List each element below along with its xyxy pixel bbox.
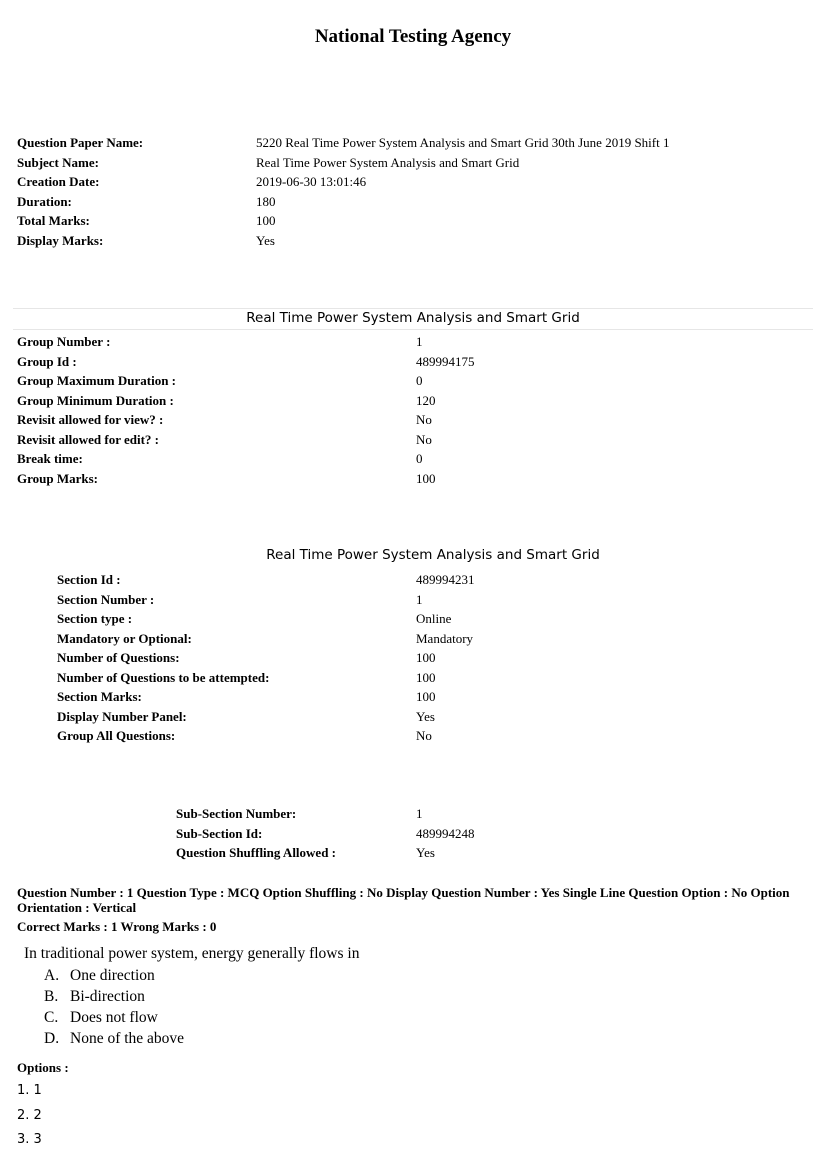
info-value: 1 (416, 806, 423, 821)
options-list (17, 1079, 42, 1153)
choice-text: Bi-direction (70, 988, 145, 1005)
info-value: 120 (416, 392, 436, 408)
question-marks: Correct Marks : 1 Wrong Marks : 0 (17, 919, 217, 934)
info-label: Number of Questions to be attempted: (57, 669, 270, 685)
info-value: Mandatory (416, 630, 474, 646)
choice-item (44, 1028, 184, 1049)
info-row (17, 153, 669, 173)
group-info (17, 332, 475, 488)
info-value: 100 (416, 470, 436, 486)
info-label: Total Marks: (17, 213, 90, 228)
question-meta: Question Number : 1 Question Type : MCQ Option Shuffling : No Display Question Number : Yes Single Line Question Option : No Option Orientation : Vertical (17, 885, 790, 915)
group-heading: Real Time Power System Analysis and Smart Grid (246, 310, 580, 326)
info-label: Question Paper Name: (17, 135, 144, 150)
info-label: Sub-Section Number: (176, 806, 297, 821)
info-row (57, 707, 475, 727)
info-row (17, 371, 475, 391)
info-row (57, 570, 475, 590)
info-row (17, 391, 475, 411)
group-header-rule (13, 308, 813, 309)
info-label: Number of Questions: (57, 650, 180, 665)
choice-item (44, 986, 184, 1007)
info-label: Section Number : (57, 591, 155, 607)
section-heading: Real Time Power System Analysis and Smart Grid (266, 547, 600, 563)
info-row (57, 687, 475, 707)
info-value: Yes (416, 708, 435, 724)
info-label: Duration: (17, 193, 72, 209)
info-row (17, 352, 475, 372)
choice-letter: C. (44, 1009, 59, 1026)
options-label: Options : (17, 1060, 69, 1075)
info-row (57, 590, 475, 610)
info-value: 1 (416, 334, 423, 349)
choice-text: None of the above (70, 1030, 185, 1047)
info-value: 5220 Real Time Power System Analysis and Smart Grid 30th June 2019 Shift 1 (256, 135, 670, 150)
info-value: 489994231 (416, 572, 475, 587)
info-label: Section Marks: (57, 689, 142, 704)
info-value: Online (416, 611, 452, 626)
info-row (57, 668, 475, 688)
info-row (57, 629, 475, 649)
question-text: In traditional power system, energy generally flows in (24, 945, 360, 962)
info-label: Subject Name: (17, 154, 99, 170)
choice-text: Does not flow (70, 1009, 158, 1026)
info-label: Group All Questions: (57, 728, 176, 743)
info-row (17, 172, 669, 192)
info-row (176, 804, 475, 824)
info-label: Revisit allowed for edit? : (17, 431, 160, 447)
info-label: Group Maximum Duration : (17, 373, 177, 388)
choice-item (44, 965, 184, 986)
option-item: 3. 3 (17, 1132, 42, 1147)
info-value: No (416, 412, 432, 427)
info-label: Creation Date: (17, 174, 100, 189)
option-item: 2. 2 (17, 1107, 42, 1123)
info-label: Group Number : (17, 334, 111, 349)
choice-letter: A. (44, 967, 60, 984)
info-row (176, 843, 475, 863)
info-value: 100 (416, 689, 436, 704)
info-label: Display Marks: (17, 232, 104, 248)
info-value: 180 (256, 193, 276, 209)
paper-info (17, 133, 669, 250)
info-row (17, 231, 669, 251)
info-row (57, 648, 475, 668)
info-value: 1 (416, 591, 423, 607)
choice-letter: B. (44, 988, 59, 1005)
info-value: Yes (256, 232, 275, 248)
info-value: No (416, 728, 432, 743)
info-row (57, 726, 475, 746)
page-title: National Testing Agency (314, 26, 512, 47)
info-label: Display Number Panel: (57, 708, 187, 724)
info-row (17, 469, 475, 489)
info-label: Group Marks: (17, 470, 99, 486)
info-row (17, 332, 475, 352)
info-label: Mandatory or Optional: (57, 630, 192, 646)
info-value: 0 (416, 451, 423, 466)
info-label: Section Id : (57, 572, 121, 587)
info-row (17, 449, 475, 469)
section-info (57, 570, 475, 746)
info-label: Sub-Section Id: (176, 825, 263, 841)
info-value: Real Time Power System Analysis and Smart Grid (256, 154, 520, 170)
choice-text: One direction (70, 967, 155, 984)
info-value: 0 (416, 373, 423, 388)
group-header-rule-bottom (13, 329, 813, 330)
info-value: No (416, 431, 432, 447)
info-value: 489994175 (416, 353, 475, 369)
info-value: 100 (416, 669, 436, 685)
info-row (17, 133, 669, 153)
info-label: Group Id : (17, 353, 77, 369)
info-value: 100 (416, 650, 436, 665)
info-row (176, 824, 475, 844)
option-item: 1. 1 (17, 1083, 42, 1098)
info-row (17, 410, 475, 430)
info-row (57, 609, 475, 629)
info-value: 489994248 (416, 825, 475, 841)
question-choices (44, 965, 184, 1049)
info-row (17, 211, 669, 231)
info-label: Revisit allowed for view? : (17, 412, 164, 427)
info-label: Question Shuffling Allowed : (176, 845, 337, 860)
info-label: Break time: (17, 451, 83, 466)
info-label: Group Minimum Duration : (17, 392, 174, 408)
info-row (17, 430, 475, 450)
info-value: Yes (416, 845, 435, 860)
subsection-info (176, 804, 475, 863)
info-label: Section type : (57, 611, 133, 626)
info-value: 100 (256, 213, 276, 228)
choice-letter: D. (44, 1030, 60, 1047)
info-value: 2019-06-30 13:01:46 (256, 174, 367, 189)
info-row (17, 192, 669, 212)
choice-item (44, 1007, 184, 1028)
